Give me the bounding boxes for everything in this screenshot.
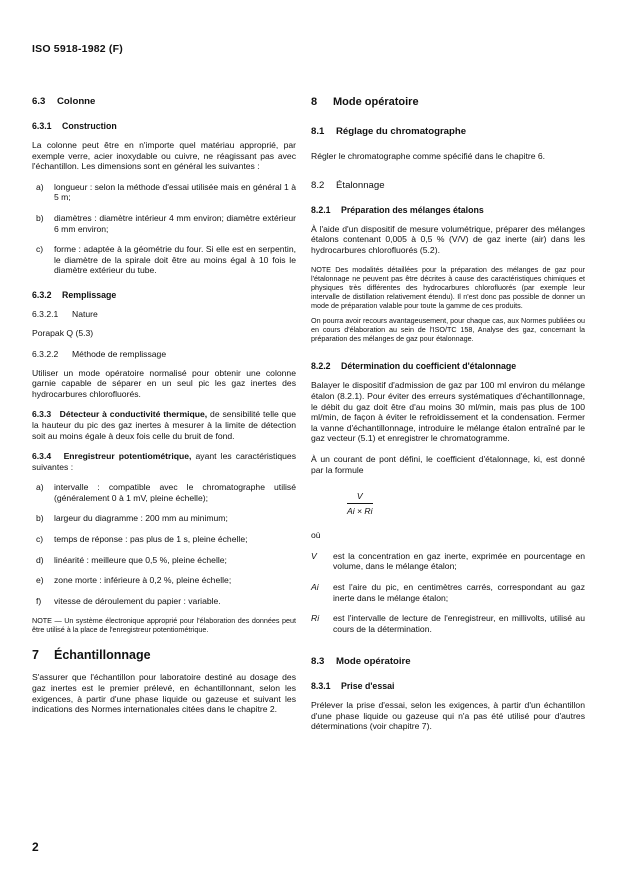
section-6-3-1-paragraph: La colonne peut être en n'importe quel matériau approprié, par exemple verre, acier inoxydable ou cuivre, ne réagissant pas avec l'échantillon. Les dimensions sont en général les suivantes : [32, 140, 296, 172]
section-6-3-2-1-paragraph: Porapak Q (5.3) [32, 327, 94, 338]
section-6-3-4-paragraph: 6.3.4 Enregistreur potentiométrique, ayant les caractéristiques suivantes : [32, 451, 296, 472]
where-label: où [311, 530, 321, 541]
section-7-heading: 7 Échantillonnage [32, 648, 151, 663]
list-item: b) diamètres : diamètre intérieur 4 mm environ; diamètre extérieur 6 mm environ; [36, 212, 296, 234]
section-6-3-2-2-paragraph: Utiliser un mode opératoire normalisé pour obtenir une colonne garnie capable de séparer en un seul pic les gaz inertes des hydrocarbures chlorofluorés. [32, 367, 296, 399]
definition-item: V est la concentration en gaz inerte, exprimée en pourcentage en volume, dans le mélange étalon; [311, 550, 585, 572]
list-item: a) longueur : selon la méthode d'essai utilisée mais en général 1 à 5 m; [36, 181, 296, 203]
document-header: ISO 5918-1982 (F) [32, 43, 123, 55]
section-6-3-2-1-heading: 6.3.2.1 Nature [32, 308, 98, 319]
section-8-3-heading: 8.3 Mode opératoire [311, 656, 411, 668]
right-column [311, 96, 585, 742]
section-8-2-2-heading: 8.2.2 Détermination du coefficient d'étalonnage [311, 361, 517, 372]
left-column [32, 96, 296, 725]
section-8-1-heading: 8.1 Réglage du chromatographe [311, 126, 467, 137]
list-item: d) linéarité : meilleure que 0,5 %, pleine échelle; [36, 554, 227, 565]
note-8-2-1-continued: On pourra avoir recours avantageusement, pour chaque cas, aux Normes publiées ou en cours d'élaboration au sein de l'ISO/TC 158, Analyse des gaz, concernant la préparation des mélanges de gaz pour étalonnage. [311, 316, 585, 344]
section-6-3-2-2-heading: 6.3.2.2 Méthode de remplissage [32, 348, 167, 359]
section-8-2-1-paragraph: À l'aide d'un dispositif de mesure volumétrique, préparer des mélanges étalons contenant 0,005 à 0,5 % (V/V) de gaz inerte (air) dans les hydrocarbures chlorofluorés (5.2). [311, 223, 585, 255]
section-8-2-heading: 8.2 Étalonnage [311, 179, 385, 191]
definition-item: Ri est l'intervalle de lecture de l'enregistreur, en millivolts, utilisé au cours de la détermination. [311, 613, 585, 634]
list-item: c) forme : adaptée à la géométrie du four. Si elle est en serpentin, le diamètre de la spirale doit être au moins égal à 10 fois le diamètre extérieur du tube. [36, 244, 296, 276]
section-8-3-1-heading: 8.3.1 Prise d'essai [311, 681, 395, 692]
section-8-heading: 8 Mode opératoire [311, 96, 419, 108]
section-6-3-1-heading: 6.3.1 Construction [32, 121, 117, 131]
list-item: c) temps de réponse : pas plus de 1 s, pleine échelle; [36, 534, 248, 545]
note-8-2-1: NOTE Des modalités détaillées pour la préparation des mélanges de gaz pour l'étalonnage ne peuvent pas être décrites à cause des caractéristiques chimiques et physiques très différentes des hydrocarbures chlorofluorés (par exemple leur intervalle de distillation relativement étendu). Il n'est donc pas possible de donner un mode de préparation valable pour toute la gamme de ces produits. [311, 265, 585, 311]
calibration-formula: $\frac{V}{Ai \times Ri}$ [347, 491, 373, 517]
section-6-3-heading: 6.3 Colonne [32, 96, 96, 107]
section-8-2-2-paragraph: Balayer le dispositif d'admission de gaz par 100 ml environ du mélange étalon (8.2.1). Pour éviter des erreurs systématiques d'échantillonnage, le débit du gaz doit être d'au moins 30 ml/min, mais pas plus de 100 ml/min, de façon à éviter le refroidissement et la condensation. Fermer la vanne d'échantillonnage, introduire le mélange étalon entraîné par le gaz vecteur (5.1) et enregistrer le chromatogramme. [311, 380, 585, 444]
page-number: 2 [32, 840, 39, 854]
section-8-3-1-paragraph: Prélever la prise d'essai, selon les exigences, à partir d'un échantillon d'une phase liquide ou gazeuse qui n'a pas été utilisé pour d'autres déterminations (voir chapitre 7). [311, 700, 585, 732]
section-6-3-3-paragraph: 6.3.3 Détecteur à conductivité thermique, de sensibilité telle que la hauteur du pic des gaz inertes à mesurer à la limite de détection soit au moins égale à deux fois celle du bruit de fond. [32, 409, 296, 441]
list-item: b) largeur du diagramme : 200 mm au minimum; [36, 513, 228, 524]
section-8-2-1-heading: 8.2.1 Préparation des mélanges étalons [311, 204, 484, 215]
section-8-1-paragraph: Régler le chromatographe comme spécifié dans le chapitre 6. [311, 151, 546, 161]
section-8-2-2-formula-intro: À un courant de pont défini, le coefficient d'étalonnage, ki, est donné par la formule [311, 453, 585, 475]
note-6-3-4: NOTE — Un système électronique approprié pour l'élaboration des données peut être utilisé à la place de l'enregistreur potentiométrique. [32, 616, 296, 635]
section-6-3-2-heading: 6.3.2 Remplissage [32, 289, 117, 300]
list-item: f) vitesse de déroulement du papier : variable. [36, 595, 221, 606]
list-item: a) intervalle : compatible avec le chromatographe utilisé (généralement 0 à 1 mV, pleine échelle); [36, 482, 296, 503]
definition-item: Ai est l'aire du pic, en centimètres carrés, correspondant au gaz inerte dans le mélange étalon; [311, 581, 585, 603]
section-7-paragraph: S'assurer que l'échantillon pour laboratoire destiné au dosage des gaz inertes est le premier prélevé, en échantillonnant, selon les exigences, à partir d'une phase liquide ou gazeuse et suivant les indications des Normes internationales citées dans le chapitre 2. [32, 672, 296, 715]
list-item: e) zone morte : inférieure à 0,2 %, pleine échelle; [36, 575, 232, 586]
